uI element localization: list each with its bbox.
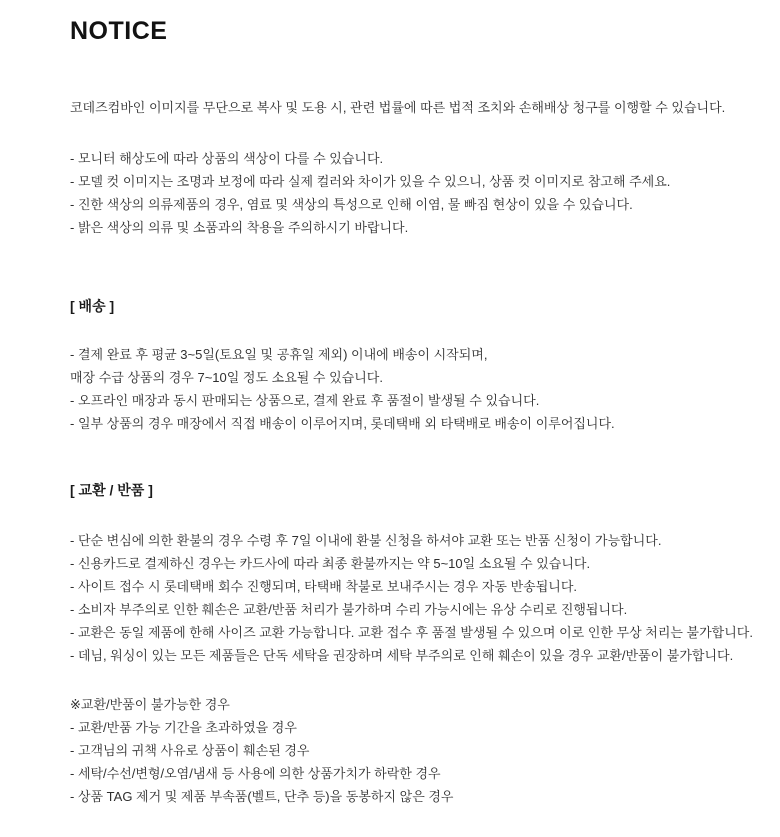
not-possible-line-period-exceeded: - 교환/반품 가능 기간을 초과하였을 경우 (70, 720, 297, 735)
not-possible-line-value-decline: - 세탁/수선/변형/오염/냄새 등 사용에 의한 상품가치가 하락한 경우 (70, 766, 441, 781)
copyright-notice-line: 코데즈컴바인 이미지를 무단으로 복사 및 도용 시, 관련 법률에 따른 법적 조치와 손해배상 청구를 이행할 수 있습니다. (70, 100, 726, 115)
exchange-return-notes (70, 529, 753, 667)
shipping-line-store-supply: 매장 수급 상품의 경우 7~10일 정도 소요될 수 있습니다. (70, 370, 383, 385)
shipping-line-soldout: - 오프라인 매장과 동시 판매되는 상품으로, 결제 완료 후 품절이 발생될 수 있습니다. (70, 393, 540, 408)
shipping-line-lead-time: - 결제 완료 후 평균 3~5일(토요일 및 공휴일 제외) 이내에 배송이 시작되며, (70, 347, 488, 362)
exchange-line-size-exchange: - 교환은 동일 제품에 한해 사이즈 교환 가능합니다. 교환 접수 후 품절 발생될 수 있으며 이로 인한 무상 처리는 불가합니다. (70, 625, 753, 640)
not-possible-heading: ※교환/반품이 불가능한 경우 (70, 697, 230, 712)
note-line-dark-colors: - 진한 색상의 의류제품의 경우, 염료 및 색상의 특성으로 인해 이염, 물 빠짐 현상이 있을 수 있습니다. (70, 197, 633, 212)
note-line-monitor-resolution: - 모니터 해상도에 따라 상품의 색상이 다를 수 있습니다. (70, 151, 384, 166)
note-line-model-cut: - 모델 컷 이미지는 조명과 보정에 따라 실제 컬러와 차이가 있을 수 있으니, 상품 컷 이미지로 참고해 주세요. (70, 174, 671, 189)
note-line-light-colors: - 밝은 색상의 의류 및 소품과의 착용을 주의하시기 바랍니다. (70, 220, 409, 235)
exchange-return-not-possible (70, 693, 742, 808)
not-possible-line-customer-fault: - 고객님의 귀책 사유로 상품이 훼손된 경우 (70, 743, 310, 758)
exchange-line-denim-washing: - 데님, 워싱이 있는 모든 제품들은 단독 세탁을 권장하며 세탁 부주의로 인해 훼손이 있을 경우 교환/반품이 불가합니다. (70, 648, 734, 663)
exchange-line-damage-repair: - 소비자 부주의로 인한 훼손은 교환/반품 처리가 불가하며 수리 가능시에는 유상 수리로 진행됩니다. (70, 602, 628, 617)
exchange-line-pickup: - 사이트 접수 시 롯데택배 회수 진행되며, 타택배 착불로 보내주시는 경우 자동 반송됩니다. (70, 579, 577, 594)
exchange-line-credit-card: - 신용카드로 결제하신 경우는 카드사에 따라 최종 환불까지는 약 5~10일 소요될 수 있습니다. (70, 556, 591, 571)
shipping-line-carrier: - 일부 상품의 경우 매장에서 직접 배송이 이루어지며, 롯데택배 외 타택배로 배송이 이루어집니다. (70, 416, 615, 431)
shipping-notes (70, 343, 742, 435)
product-color-notes (70, 147, 742, 239)
not-possible-line-tag-removed: - 상품 TAG 제거 및 제품 부속품(벨트, 단추 등)을 동봉하지 않은 경우 (70, 789, 454, 804)
shipping-section-heading: [ 배송 ] (70, 298, 115, 314)
exchange-return-section-heading: [ 교환 / 반품 ] (70, 482, 153, 498)
page-title: NOTICE (70, 17, 168, 45)
exchange-line-refund-window: - 단순 변심에 의한 환불의 경우 수령 후 7일 이내에 환불 신청을 하셔야 교환 또는 반품 신청이 가능합니다. (70, 533, 662, 548)
